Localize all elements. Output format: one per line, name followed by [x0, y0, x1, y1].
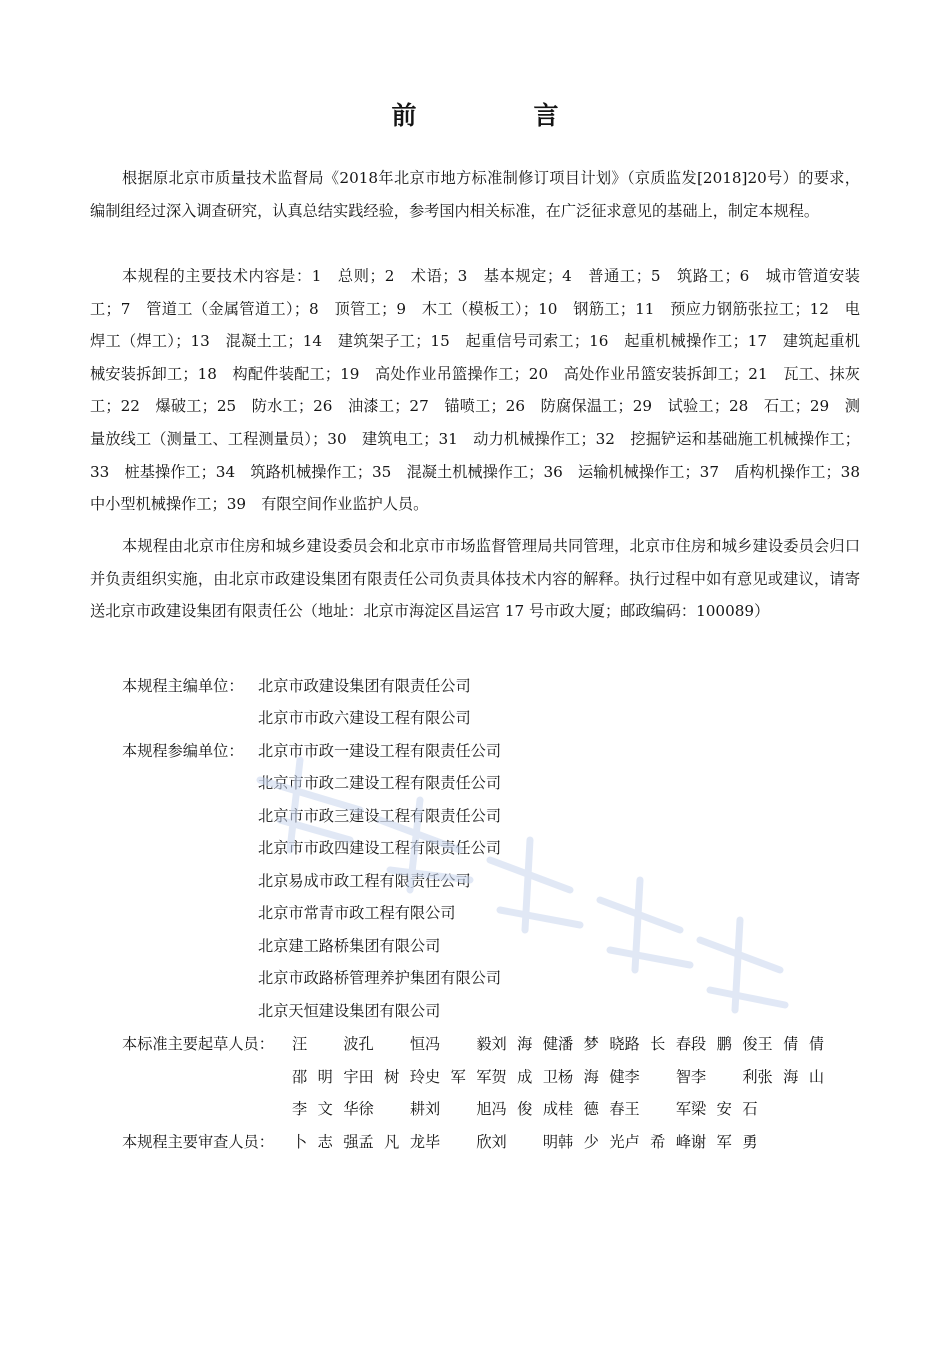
person-name: 杨海健: [558, 1068, 625, 1086]
participant-unit: 北京市市政一建设工程有限责任公司: [258, 742, 501, 760]
person-name: 徐 耕: [358, 1100, 425, 1118]
drafters-row: [292, 1093, 758, 1126]
person-name: 刘 旭: [425, 1100, 492, 1118]
participant-unit: 北京市市政二建设工程有限责任公司: [258, 774, 501, 792]
person-name: 冯俊成: [491, 1100, 558, 1118]
person-name: 卢希峰: [624, 1133, 691, 1151]
person-name: 王 军: [624, 1100, 691, 1118]
person-name: 段鹏俊: [691, 1035, 758, 1053]
participant-unit: 北京天恒建设集团有限公司: [258, 1002, 441, 1020]
person-name: 张海山: [757, 1068, 824, 1086]
participant-unit: 北京建工路桥集团有限公司: [258, 937, 441, 955]
person-name: 路长春: [624, 1035, 691, 1053]
person-name: 李 利: [691, 1068, 758, 1086]
page-title: 前 言: [391, 101, 605, 130]
person-name: 毕 欣: [425, 1133, 492, 1151]
person-name: 贺成卫: [491, 1068, 558, 1086]
person-name: 谢军勇: [691, 1133, 758, 1151]
participant-unit: 北京易成市政工程有限责任公司: [258, 872, 471, 890]
reviewers-label: 本规程主要审查人员：: [122, 1133, 274, 1151]
person-name: 李文华: [292, 1100, 359, 1118]
chief-editor-label: 本规程主编单位：: [122, 677, 244, 695]
person-name: 刘海健: [491, 1035, 558, 1053]
person-name: 潘梦晓: [558, 1035, 625, 1053]
chief-editor-unit: 北京市政建设集团有限责任公司: [258, 677, 471, 695]
paragraph-basis: 根据原北京市质量技术监督局《2018年北京市地方标准制修订项目计划》（京质监发[2018]20号）的要求，编制组经过深入调查研究，认真总结实践经验，参考国内相关标准，在广泛征求意见的基础上，制定本规程。: [90, 169, 860, 220]
reviewers-row: [292, 1126, 758, 1159]
participants-label: 本规程参编单位：: [122, 742, 244, 760]
paragraph-management: 本规程由北京市住房和城乡建设委员会和北京市市场监督管理局共同管理，北京市住房和城乡建设委员会归口并负责组织实施，由北京市政建设集团有限责任公司负责具体技术内容的解释。执行过程中如有意见或建议，请寄送北京市政建设集团有限责任公（地址：北京市海淀区昌运宫 17 号市政大厦；邮政编码：100089）: [90, 537, 860, 621]
person-name: 孔 恒: [358, 1035, 425, 1053]
paragraph-contents: 本规程的主要技术内容是：1 总则；2 术语；3 基本规定；4 普通工；5 筑路工；6 城市管道安装工；7 管道工（金属管道工）；8 顶管工；9 木工（模板工）；10 钢筋工；11 预应力钢筋张拉工；12 电焊工（焊工）；13 混凝土工；14 建筑架子工；15 起重信号司索工；16 起重机械操作工；17 建筑起重机械安装拆卸工；18 构配件装配工；19 高处作业吊篮操作工；20 高处作业吊篮安装拆卸工；21 瓦工、抹灰工；22 爆破工；25 防水工；26 油漆工；27 锚喷工；26 防腐保温工；29 试验工；28 石工；29 测量放线工（测量工、工程测量员）；30 建筑电工；31 动力机械操作工；32 挖掘铲运和基础施工机械操作工；33 桩基操作工；34 筑路机械操作工；35 混凝土机械操作工；36 运输机械操作工；37 盾构机操作工；38 中小型机械操作工；39 有限空间作业监护人员。: [90, 267, 876, 514]
person-name: 汪 波: [292, 1035, 359, 1053]
participant-unit: 北京市政路桥管理养护集团有限公司: [258, 969, 501, 987]
person-name: 孟凡龙: [358, 1133, 425, 1151]
person-name: 桂德春: [558, 1100, 625, 1118]
person-name: 田树玲: [358, 1068, 425, 1086]
person-name: 刘 明: [491, 1133, 558, 1151]
drafters-row: [292, 1061, 824, 1094]
participant-unit: 北京市常青市政工程有限公司: [258, 904, 456, 922]
person-name: 李 智: [624, 1068, 691, 1086]
person-name: 梁安石: [691, 1100, 758, 1118]
person-name: 韩少光: [558, 1133, 625, 1151]
drafters-row: [292, 1028, 824, 1061]
person-name: 冯 毅: [425, 1035, 492, 1053]
person-name: 卜志强: [292, 1133, 359, 1151]
participant-unit: 北京市市政四建设工程有限责任公司: [258, 839, 501, 857]
person-name: 史军军: [425, 1068, 492, 1086]
chief-editor-unit: 北京市市政六建设工程有限公司: [258, 709, 471, 727]
person-name: 邵明宇: [292, 1068, 359, 1086]
person-name: 王倩倩: [757, 1035, 824, 1053]
participant-unit: 北京市市政三建设工程有限责任公司: [258, 807, 501, 825]
drafters-label: 本标准主要起草人员：: [122, 1035, 274, 1053]
